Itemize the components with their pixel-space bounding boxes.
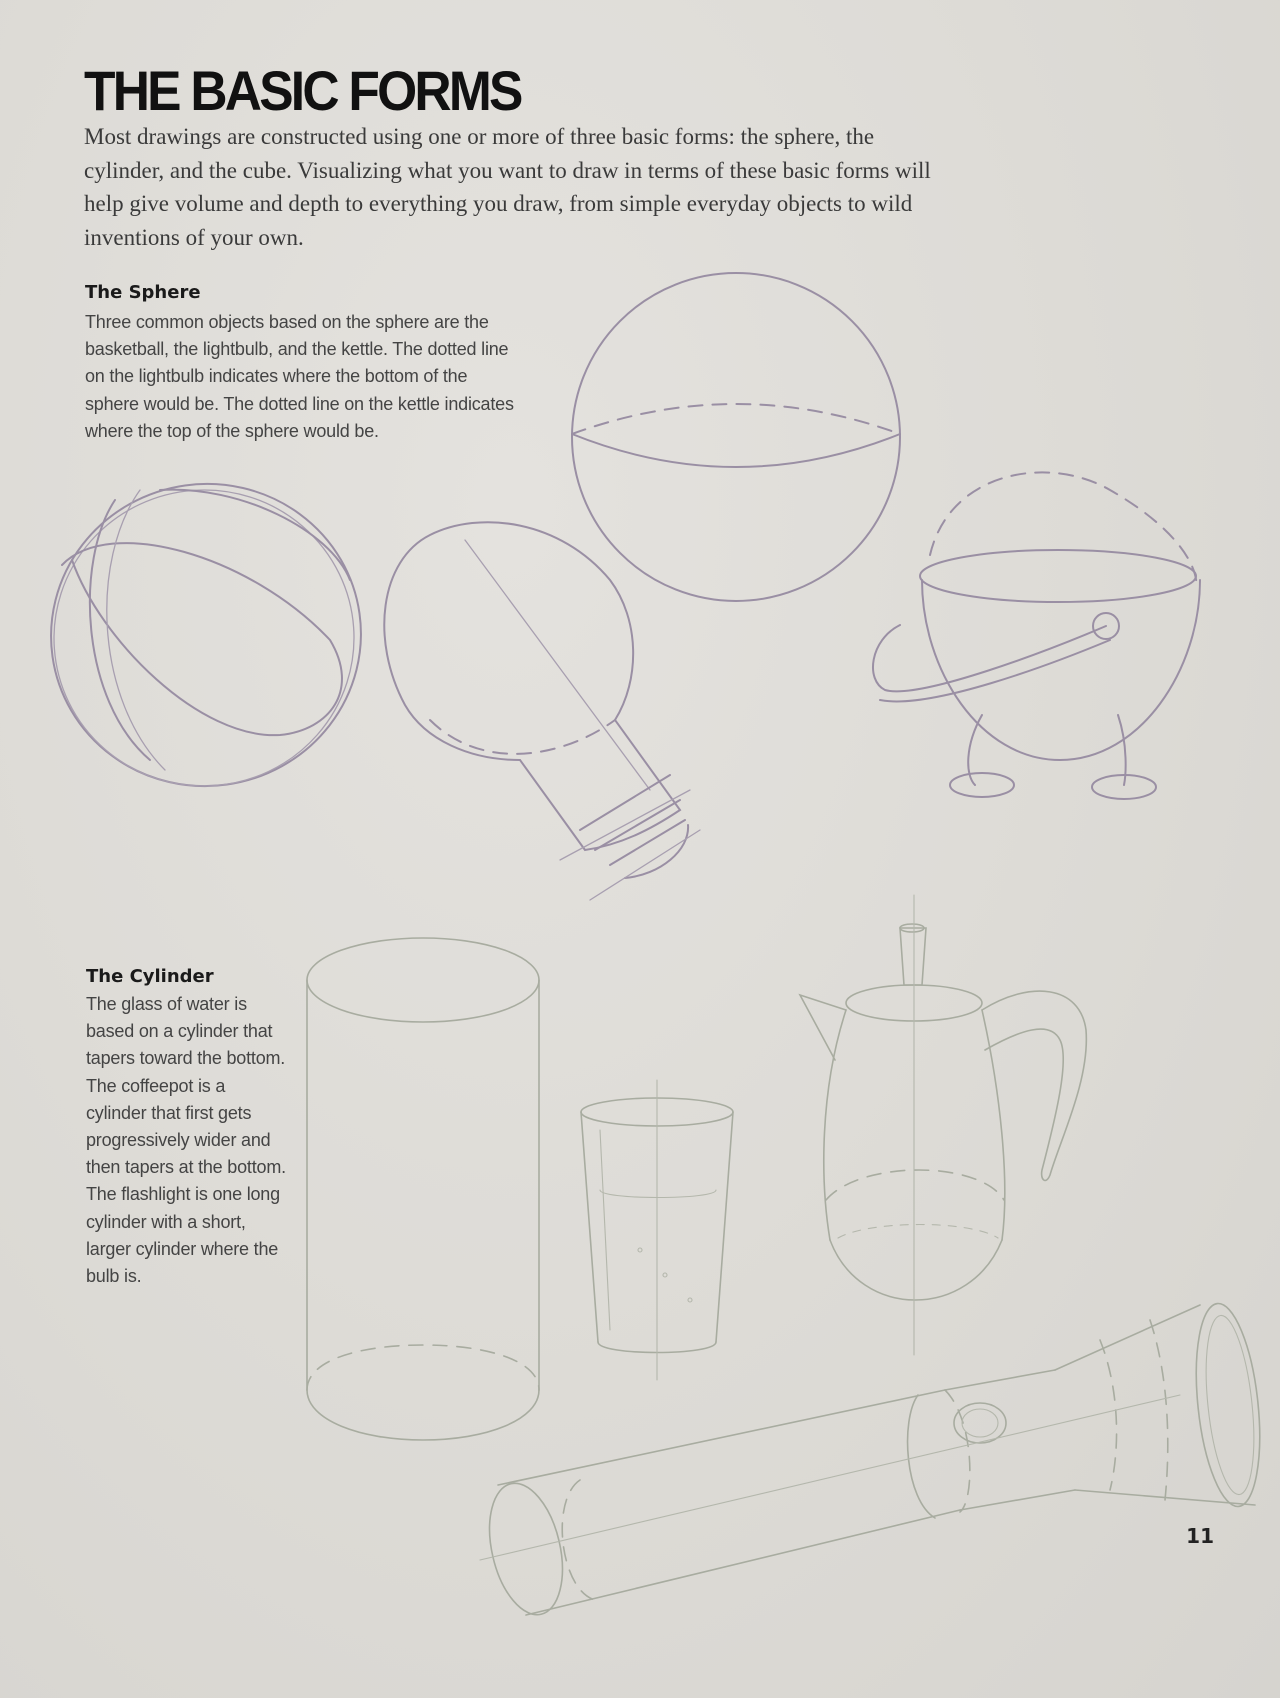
cylinder-heading: The Cylinder bbox=[86, 966, 214, 987]
page-title: THE BASIC FORMS bbox=[84, 59, 521, 122]
basketball-drawing bbox=[31, 464, 380, 806]
water-glass-drawing bbox=[581, 1080, 733, 1380]
flashlight-drawing bbox=[478, 1300, 1269, 1622]
cylinder-drawing bbox=[307, 938, 539, 1440]
sphere-heading: The Sphere bbox=[85, 282, 201, 303]
coffeepot-drawing bbox=[800, 895, 1086, 1355]
sphere-description: Three common objects based on the sphere are the basketball, the lightbulb, and the kettle. The dotted line on the lightbulb indicates where the bottom of the sphere would be. The dotted line on the kettle indicates where the top of the sphere would be. bbox=[85, 312, 514, 441]
intro-paragraph: Most drawings are constructed using one or more of three basic forms: the sphere, the cylinder, and the cube. Visualizing what you want to draw in terms of these basic forms will help give volume and depth to everything you draw, from simple everyday objects to wild inventions of your own. bbox=[84, 124, 931, 250]
page-number: 11 bbox=[1186, 1524, 1214, 1548]
sphere-drawing bbox=[572, 273, 900, 601]
cylinder-description: The glass of water is based on a cylinder that tapers toward the bottom. The coffeepot is a cylinder that first gets progressively wider and then tapers at the bottom. The flashlight is one long cylinder with a short, larger cylinder where the bulb is. bbox=[86, 994, 286, 1287]
lightbulb-drawing bbox=[384, 522, 700, 900]
kettle-drawing bbox=[873, 472, 1200, 799]
